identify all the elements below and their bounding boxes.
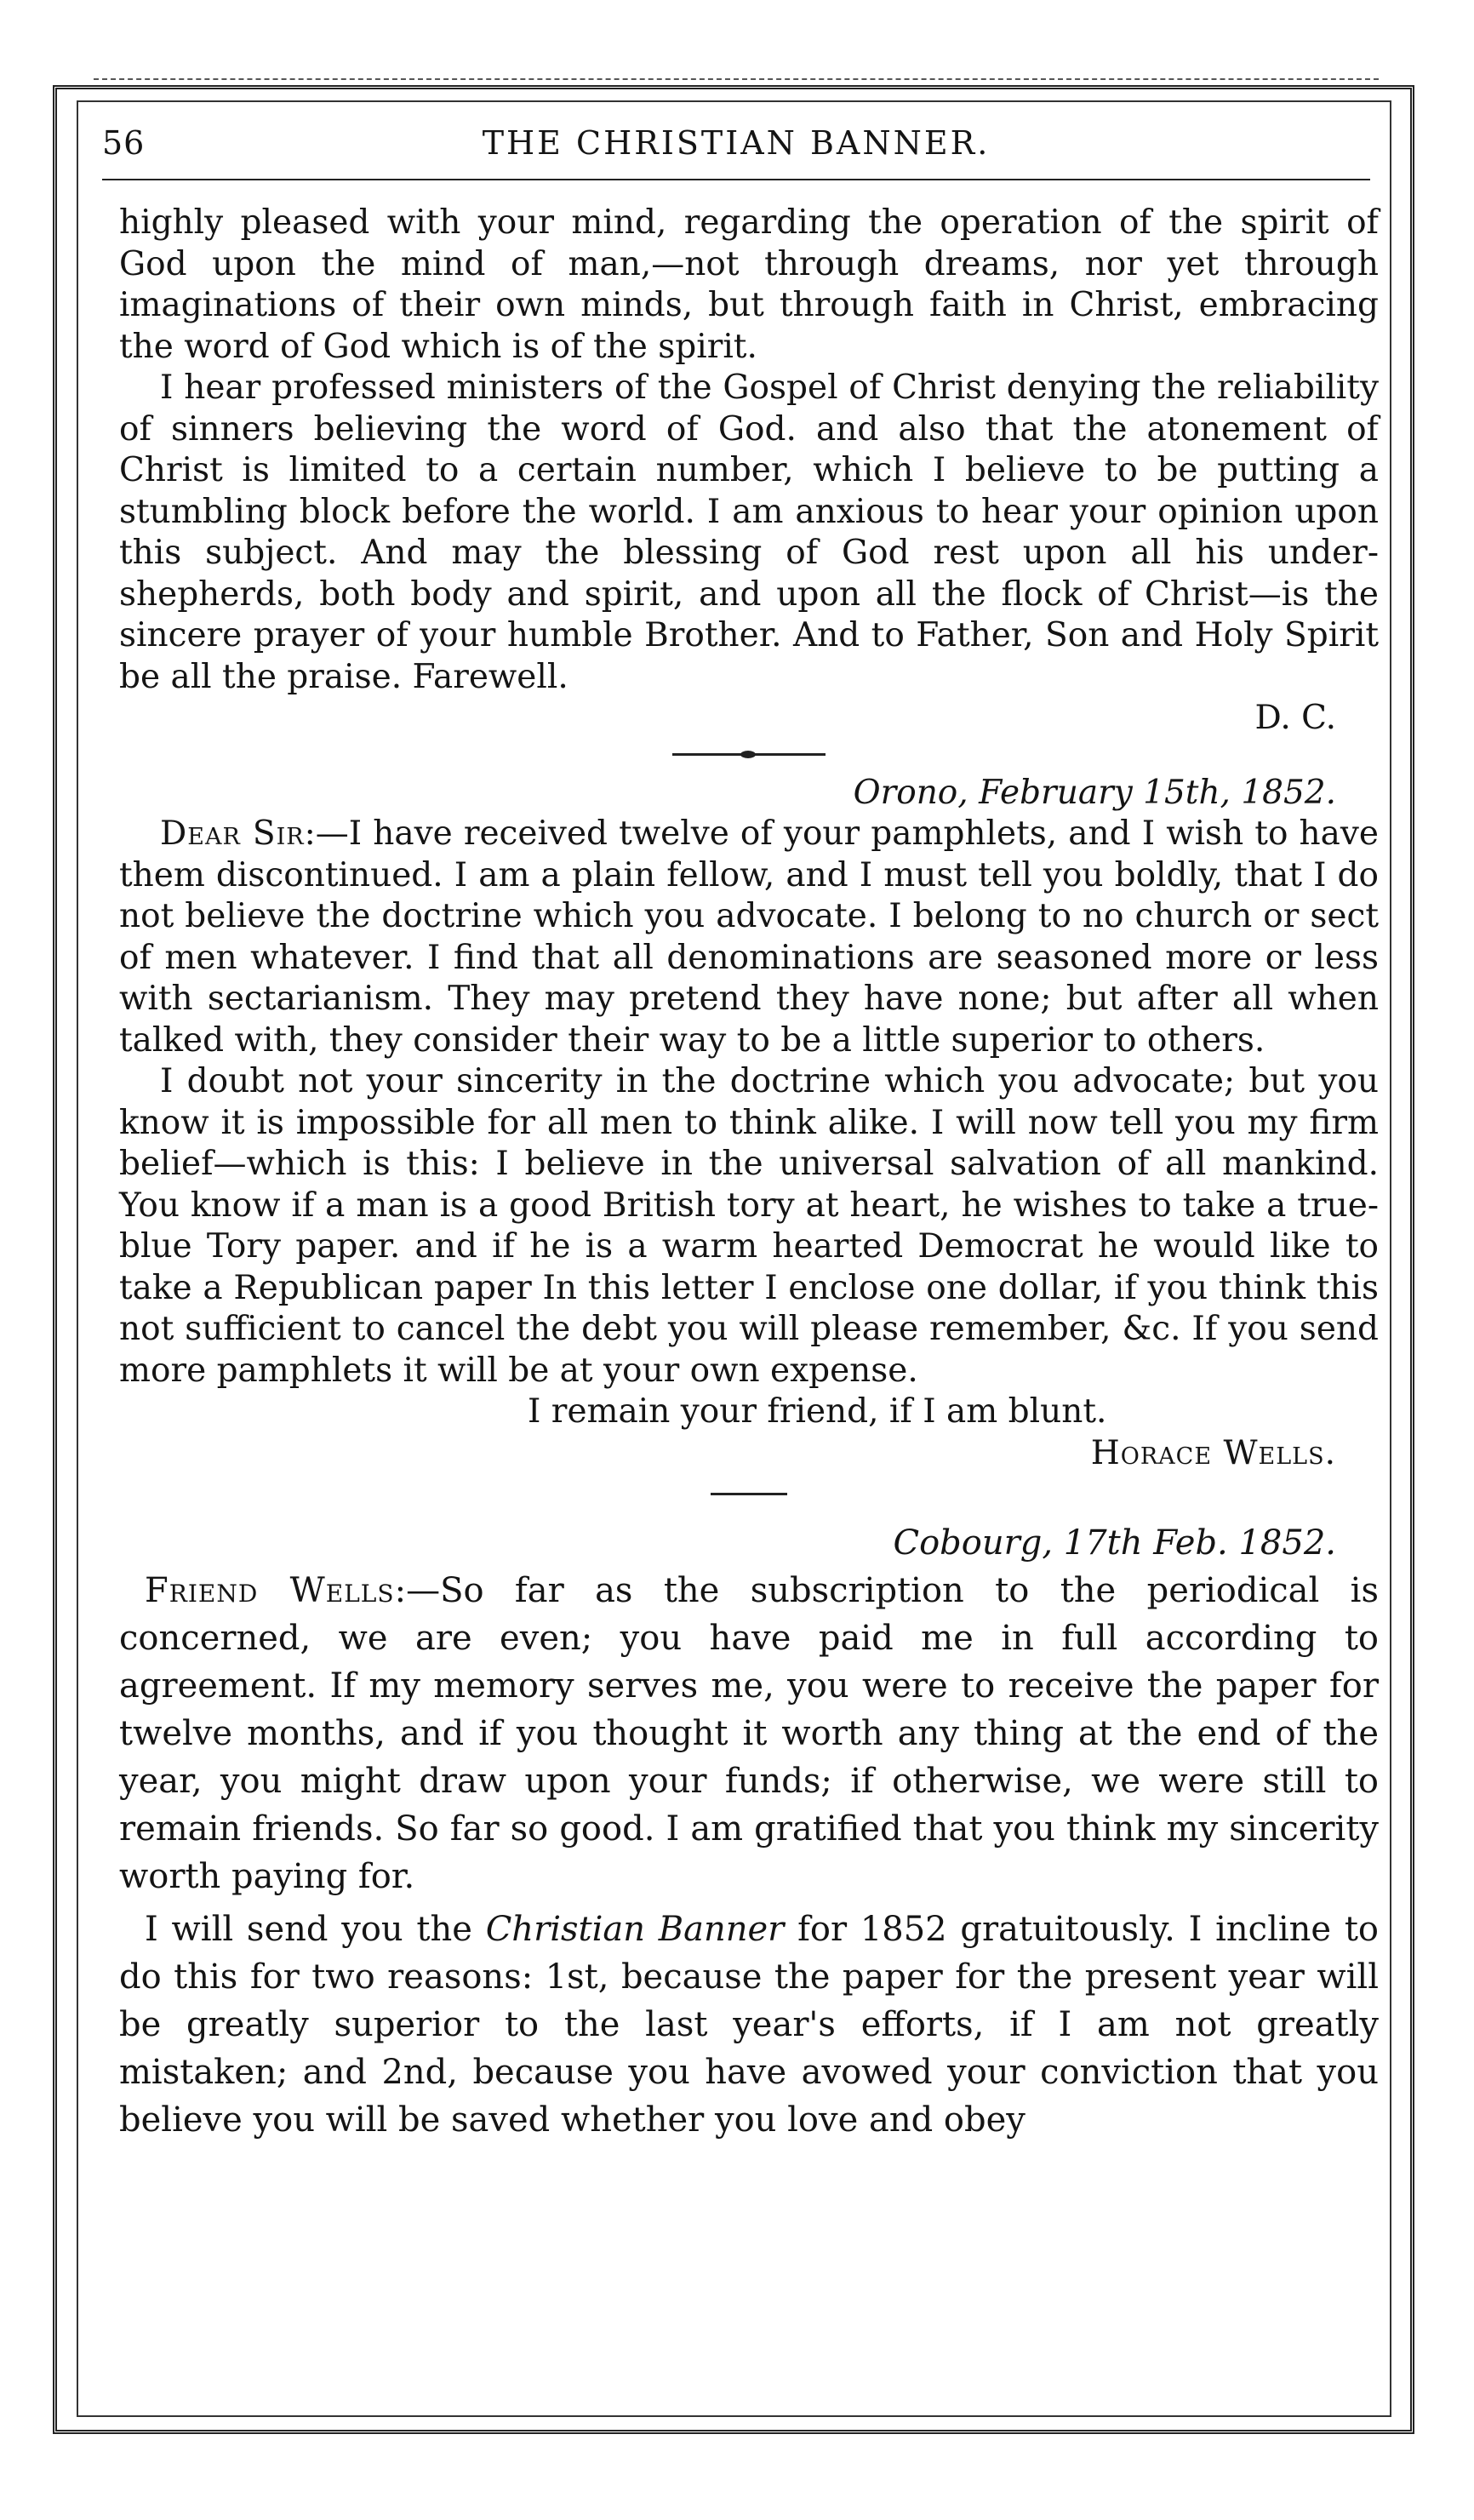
letter-wells-paragraph-2: I doubt not your sincerity in the doctrine which you advocate; but you know it is impossible for all men to think alike. I will now tell you my firm belief—which is this: I believe in the universal salvation of all mankind. You know if a man is a good British tory at heart, he wishes to take a true-blue Tory paper. and if he is a warm hearted Democrat he would like to take a Republican paper In this letter I enclose one dollar, if you think this not sufficient to cancel the debt you will please remember, &c. If you send more pamphlets it will be at your own expense. <box>119 1062 1379 1390</box>
letter-dc-paragraph-1: highly pleased with your mind, regarding the operation of the spirit of God upon the mind of man,—not through dreams, nor yet through imaginations of their own minds, but through faith in Christ, embracing the word of God which is of the spirit. <box>119 203 1379 366</box>
letter-dc-signature: D. C. <box>1254 699 1336 737</box>
letter-reply-paragraph-2-start: I will send you the <box>145 1910 486 1949</box>
letter-dc <box>119 203 1379 740</box>
page-number: 56 <box>102 124 146 162</box>
letter-wells-dateline: Orono, February 15th, 1852. <box>853 773 1336 812</box>
letter-wells-signature: Horace Wells. <box>1090 1433 1336 1472</box>
letter-reply-dateline: Cobourg, 17th Feb. 1852. <box>893 1523 1336 1563</box>
section-divider-ornament <box>672 753 826 756</box>
divider-ornament-icon <box>740 751 756 758</box>
running-title: THE CHRISTIAN BANNER. <box>482 124 991 162</box>
letter-wells-closing: I remain your friend, if I am blunt. <box>528 1392 1107 1431</box>
letter-dc-paragraph-2: I hear professed ministers of the Gospel of Christ denying the reliability of sinners believing the word of God. and also that the atonement of Christ is limited to a certain number, which I believe to be putting a stumbling block before the world. I am anxious to hear your opinion upon this subject. And may the blessing of God rest upon all his under-shepherds, both body and spirit, and upon all the flock of Christ—is the sincere prayer of your humble Brother. And to Father, Son and Holy Spirit be all the praise. Farewell. <box>119 369 1379 696</box>
top-rule <box>94 78 1379 80</box>
section-divider-short <box>711 1493 787 1495</box>
letter-wells-salutation: Dear Sir <box>160 814 305 853</box>
letter-reply-salutation: Friend Wells <box>145 1571 395 1610</box>
letter-wells-paragraph-1: :—I have received twelve of your pamphlets, and I wish to have them discontinued. I am a plain fellow, and I must tell you boldly, that I do not believe the doctrine which you advocate. I belong to no church or sect of men whatever. I find that all denominations are seasoned more or less with sectarianism. They may pretend they have none; but after all when talked with, they consider their way to be a little superior to others. <box>119 814 1379 1060</box>
letter-reply-paragraph-2-rest: for 1852 gratuitously. I incline to do this for two reasons: 1st, because the paper for the present year will be greatly superior to the last year's efforts, if I am not greatly mistaken; and 2nd, because you have avowed your conviction that you believe you will be saved whether you love and obey <box>119 1910 1380 2140</box>
letter-wells <box>119 773 1379 1475</box>
page-body <box>119 203 1379 2144</box>
letter-reply <box>119 1519 1379 2144</box>
page-header <box>102 119 1370 180</box>
letter-reply-paragraph-1: :—So far as the subscription to the periodical is concerned, we are even; you have paid me in full according to agreement. If my memory serves me, you were to receive the paper for twelve months, and if you thought it worth any thing at the end of the year, you might draw upon your funds; if otherwise, we were still to remain friends. So far so good. I am gratified that you think my sincerity worth paying for. <box>119 1571 1380 1896</box>
letter-reply-paper-title: Christian Banner <box>485 1910 785 1949</box>
